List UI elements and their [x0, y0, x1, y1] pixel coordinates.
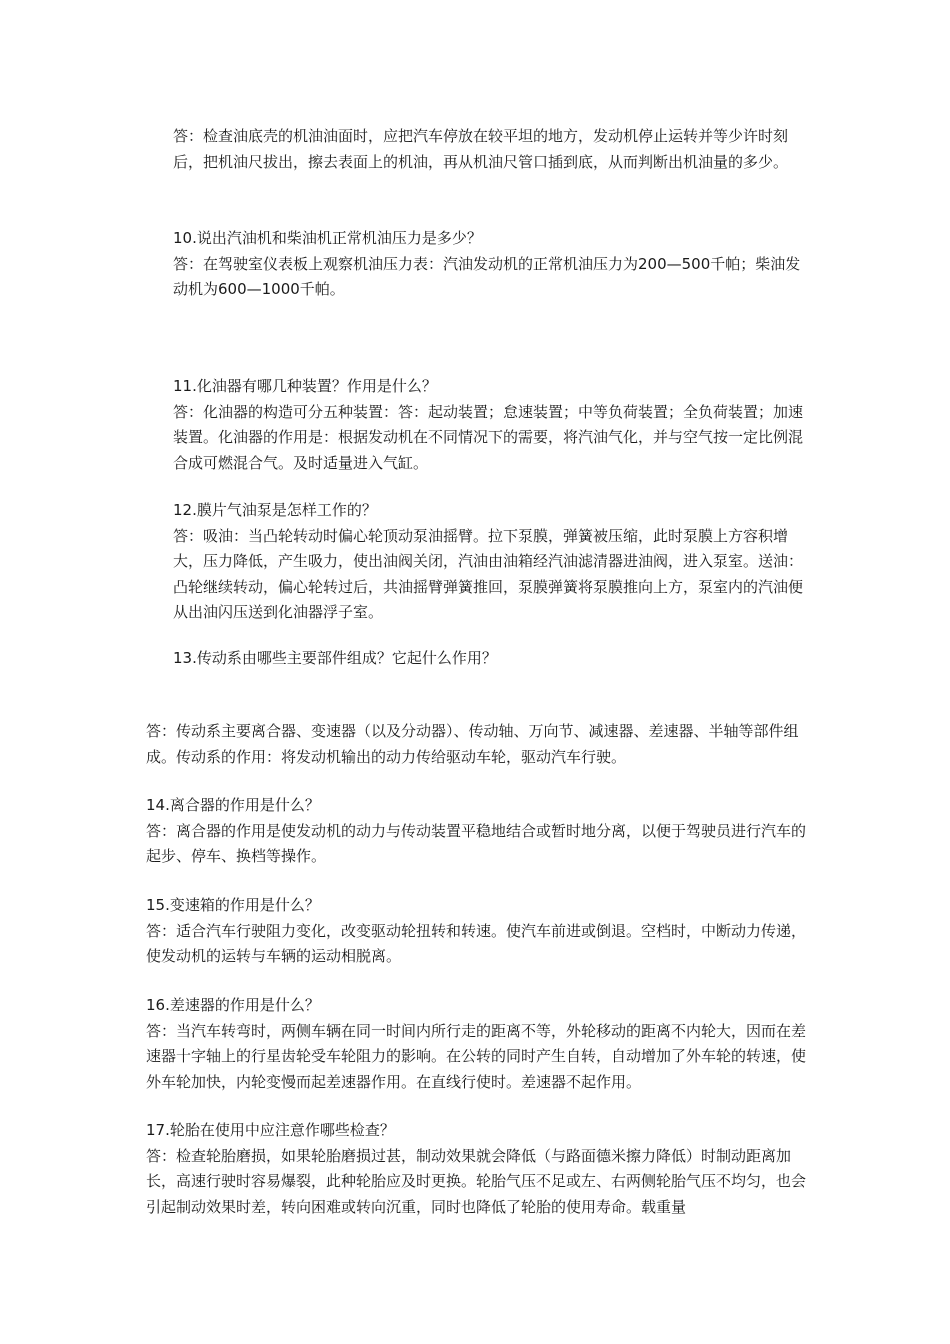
- qa-16: [146, 993, 816, 1095]
- qa-17: [146, 1118, 816, 1220]
- answer-10: 答：在驾驶室仪表板上观察机油压力表：汽油发动机的正常机油压力为200—500千帕；柴油发动机为600—1000千帕。: [173, 254, 801, 298]
- question-10: 10.说出汽油机和柴油机正常机油压力是多少？: [173, 229, 482, 247]
- question-15: 15.变速箱的作用是什么？: [146, 896, 320, 914]
- answer-9: [173, 124, 813, 175]
- question-11: 11.化油器有哪几种装置？作用是什么？: [173, 377, 437, 395]
- qa-15: [146, 893, 816, 970]
- answer-15: 答：适合汽车行驶阻力变化，改变驱动轮扭转和转速。使汽车前进或倒退。空档时，中断动力传递，使发动机的运转与车辆的运动相脱离。: [146, 921, 807, 965]
- answer-16: 答：当汽车转弯时，两侧车辆在同一时间内所行走的距离不等，外轮移动的距离不内轮大，因而在差速器十字轴上的行星齿轮受车轮阻力的影响。在公转的同时产生自转，自动增加了外车轮的转速，使外车轮加快，内轮变慢而起差速器作用。在直线行使时。差速器不起作用。: [146, 1021, 807, 1091]
- answer-17: 答：检查轮胎磨损，如果轮胎磨损过甚，制动效果就会降低（与路面德米擦力降低）时制动距离加长，高速行驶时容易爆裂，此种轮胎应及时更换。轮胎气压不足或左、右两侧轮胎气压不均匀，也会引起制动效果时差，转向困难或转向沉重，同时也降低了轮胎的使用寿命。载重量: [146, 1146, 807, 1216]
- qa-11: [173, 374, 813, 476]
- answer-13: 答：传动系主要离合器、变速器（以及分动器）、传动轴、万向节、减速器、差速器、半轴等部件组成。传动系的作用：将发动机输出的动力传给驱动车轮，驱动汽车行驶。: [146, 722, 799, 766]
- question-14: 14.离合器的作用是什么？: [146, 796, 320, 814]
- question-16: 16.差速器的作用是什么？: [146, 996, 320, 1014]
- question-13: 13.传动系由哪些主要部件组成？它起什么作用？: [173, 649, 497, 667]
- question-12: 12.膜片气油泵是怎样工作的？: [173, 501, 377, 519]
- answer-9-text: 答：检查油底壳的机油油面时，应把汽车停放在较平坦的地方，发动机停止运转并等少许时刻后，把机油尺拔出，擦去表面上的机油，再从机油尺管口插到底，从而判断出机油量的多少。: [173, 127, 789, 171]
- qa-10: [173, 226, 813, 303]
- answer-14: 答：离合器的作用是使发动机的动力与传动装置平稳地结合或暂时地分离，以便于驾驶员进行汽车的起步、停车、换档等操作。: [146, 821, 807, 865]
- answer-11: 答：化油器的构造可分五种装置：答：起动装置；怠速装置；中等负荷装置；全负荷装置；加速装置。化油器的作用是：根据发动机在不同情况下的需要，将汽油气化，并与空气按一定比例混合成可燃混合气。及时适量进入气缸。: [173, 402, 804, 472]
- qa-13: [173, 646, 813, 672]
- answer-12: 答：吸油：当凸轮转动时偏心轮顶动泵油摇臂。拉下泵膜，弹簧被压缩，此时泵膜上方容积增大，压力降低，产生吸力，使出油阀关闭，汽油由油箱经汽油滤清器进油阀，进入泵室。送油：凸轮继续转动，偏心轮转过后，共油摇臂弹簧推回，泵膜弹簧将泵膜推向上方，泵室内的汽油便从出油闪压送到化油器浮子室。: [173, 526, 804, 621]
- question-17: 17.轮胎在使用中应注意作哪些检查？: [146, 1121, 395, 1139]
- qa-12: [173, 498, 813, 626]
- answer-13-block: [146, 719, 816, 770]
- qa-14: [146, 793, 816, 870]
